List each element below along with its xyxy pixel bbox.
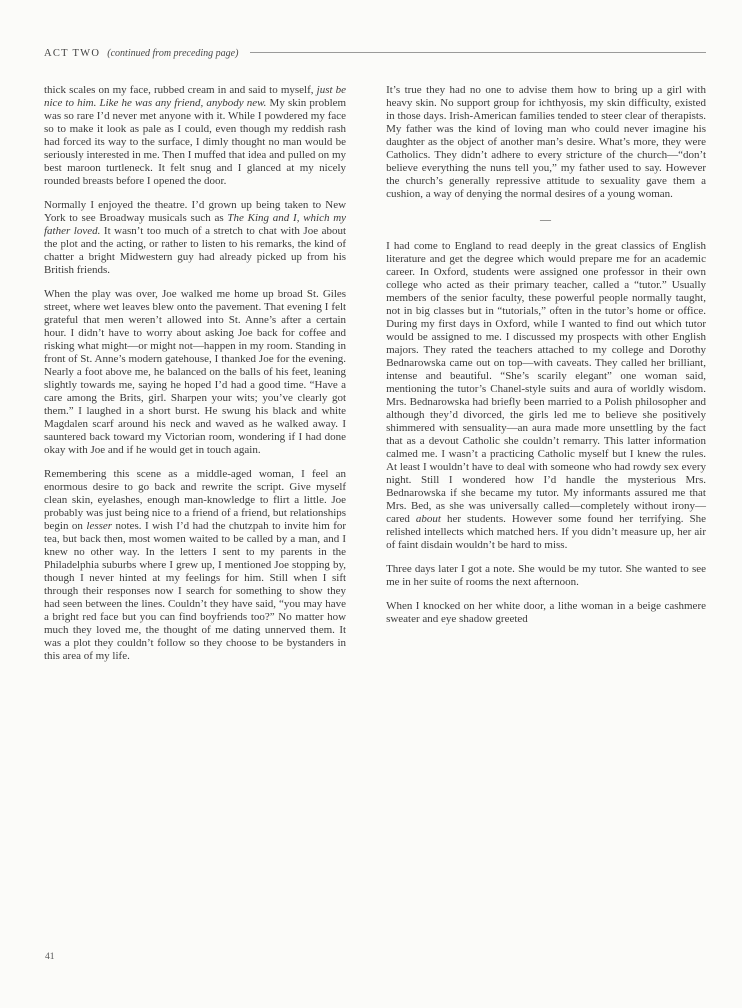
- text-segment: thick scales on my face, rubbed cream in and said to myself,: [44, 84, 317, 96]
- paragraph: [44, 84, 346, 188]
- text-columns: [44, 84, 706, 674]
- text-segment: Three days later I got a note. She would be my tutor. She wanted to see me in her suite of rooms the next afternoon.: [386, 563, 706, 588]
- text-segment: The King and I, which my father loved.: [44, 212, 347, 237]
- paragraph: [44, 199, 346, 277]
- text-segment: I had come to England to read deeply in the great classics of English literature and get the degree which would prepare me for an academic career. In Oxford, students were assigned one professor in their own college who acted as their primary teacher, called a “tutor.” Usually members of the senior faculty, these powerful people normally taught, not in big classes but in “tutorials,” often in the tutor’s home or office. During my first days in Oxford, while I wanted to find out which tutor would be assigned to me. I discussed my prospects with other English majors. They rated the teachers attached to my college and Dorothy Bednarowska came out on top—with caveats. They called her brilliant, intense and beautiful. “She’s scarily elegant” one woman said, mentioning the tutor’s Chanel-style suits and aura of worldly wisdom. Mrs. Bednarowska had briefly been married to a Polish philosopher and although they’d divorced, the girls led me to believe she positively shimmered with sensuality—an aura made more unsettling by the fact that as a devout Catholic she couldn’t remarry. This latter information calmed me. I wasn’t a practicing Catholic myself but I knew the rules. At least I wouldn’t have to deal with someone who had rowdy sex every night. Still I wondered how I’d handle the mysterious Mrs. Bednarowska if she became my tutor. My informants assured me that Mrs. Bed, as she was universally called—completely without irony—cared: [386, 240, 706, 525]
- paragraph: [44, 468, 346, 663]
- act-heading: ACT TWO: [44, 48, 101, 59]
- header-rule: [250, 52, 706, 53]
- text-segment: just be nice to him. Like he was any friend, anybody new.: [44, 84, 347, 109]
- text-segment: It’s true they had no one to advise them how to bring up a girl with heavy skin. No support group for ichthyosis, my skin difficulty, existed in those days. Irish-American families tended to steer clear of therapists. My father was the kind of loving man who could never imagine his daughter as the object of another man’s desire. What’s more, they were Catholics. They didn’t adhere to every stricture of the church—“don’t believe everything the nuns tell you,” my father used to say. However the church’s generally repressive attitude to sexuality gave them a cushion, a way of denying the normal desires of a young woman.: [386, 84, 706, 200]
- text-segment: Normally I enjoyed the theatre. I’d grown up being taken to New York to see Broadway musicals such as: [44, 199, 347, 224]
- page-number: 41: [45, 952, 55, 962]
- text-segment: It wasn’t too much of a stretch to chat with Joe about the plot and the acting, or rather to listen to his remarks, the kind of chatter a bright Midwestern guy had already picked up from his British friends.: [44, 225, 347, 276]
- paragraph: [386, 240, 706, 552]
- text-segment: Remembering this scene as a middle-aged woman, I feel an enormous desire to go back and rewrite the script. Give myself clean skin, eyelashes, enough man-knowledge to flirt a little. Joe probably was just being nice to a friend of a friend, but relationships begin on: [44, 468, 347, 532]
- text-segment: lesser: [86, 520, 113, 532]
- paragraph: [44, 288, 346, 457]
- text-segment: When I knocked on her white door, a lithe woman in a beige cashmere sweater and eye shadow greeted: [386, 600, 706, 625]
- text-segment: notes. I wish I’d had the chutzpah to invite him for tea, but back then, most women waited to be called by a man, and I knew no other way. In the letters I sent to my parents in the Philadelphia suburbs where I grew up, I mentioned Joe stopping by, though I never hinted at my feelings for him. Still when I sift through their responses now I search for something to show they had seen between the lines. Couldn’t they have said, “you may have a bright red face but you can find boyfriends too?” No matter how much they loved me, the thought of me dating unnerved them. It was a plot they couldn’t follow so they choose to be bystanders in this area of my life.: [44, 520, 347, 662]
- paragraph: [386, 563, 706, 589]
- text-segment: her students. However some found her terrifying. She relished intellects which matched hers. If you didn’t measure up, her air of faint disdain wouldn’t be hard to miss.: [386, 513, 707, 551]
- paragraph: [386, 600, 706, 626]
- paragraph: [386, 84, 706, 201]
- page-header: [44, 48, 706, 59]
- continuation-note: (continued from preceding page): [107, 48, 239, 59]
- text-segment: My skin problem was so rare I’d never met anyone with it. While I powdered my face so to make it look as pale as I could, even though my reddish rash had forced its way to the surface, I dimly thought no man would be seriously interested in me. Then I muffed that idea and pulled on my best maroon turtleneck. It felt snug and I glanced at my nicely rounded breasts before I opened the door.: [44, 97, 347, 187]
- text-segment: When the play was over, Joe walked me home up broad St. Giles street, where wet leaves blew onto the pavement. That evening I felt grateful that men weren’t allowed into St. Anne’s after a certain hour. I didn’t have to worry about asking Joe back for coffee and risking what might—or might not—happen in my room. Standing in front of St. Anne’s modern gatehouse, I thanked Joe for the evening. Nearly a foot above me, he balanced on the balls of his feet, leaning slightly towards me, saying he hoped I’d had a good time. “Have a care among the Brits, girl. Sharpen your wits; you’ve clearly got them.” I laughed in a short burst. He swung his black and white Magdalen scarf around his neck and waved as he walked away. I sauntered back toward my Victorian room, wondering if I had done okay with Joe and if he would get in touch again.: [44, 288, 347, 456]
- section-separator: [386, 214, 706, 227]
- right-column: [386, 84, 706, 674]
- text-segment: —: [540, 214, 553, 226]
- left-column: [44, 84, 346, 674]
- text-segment: about: [415, 513, 441, 525]
- book-page: [0, 48, 742, 1008]
